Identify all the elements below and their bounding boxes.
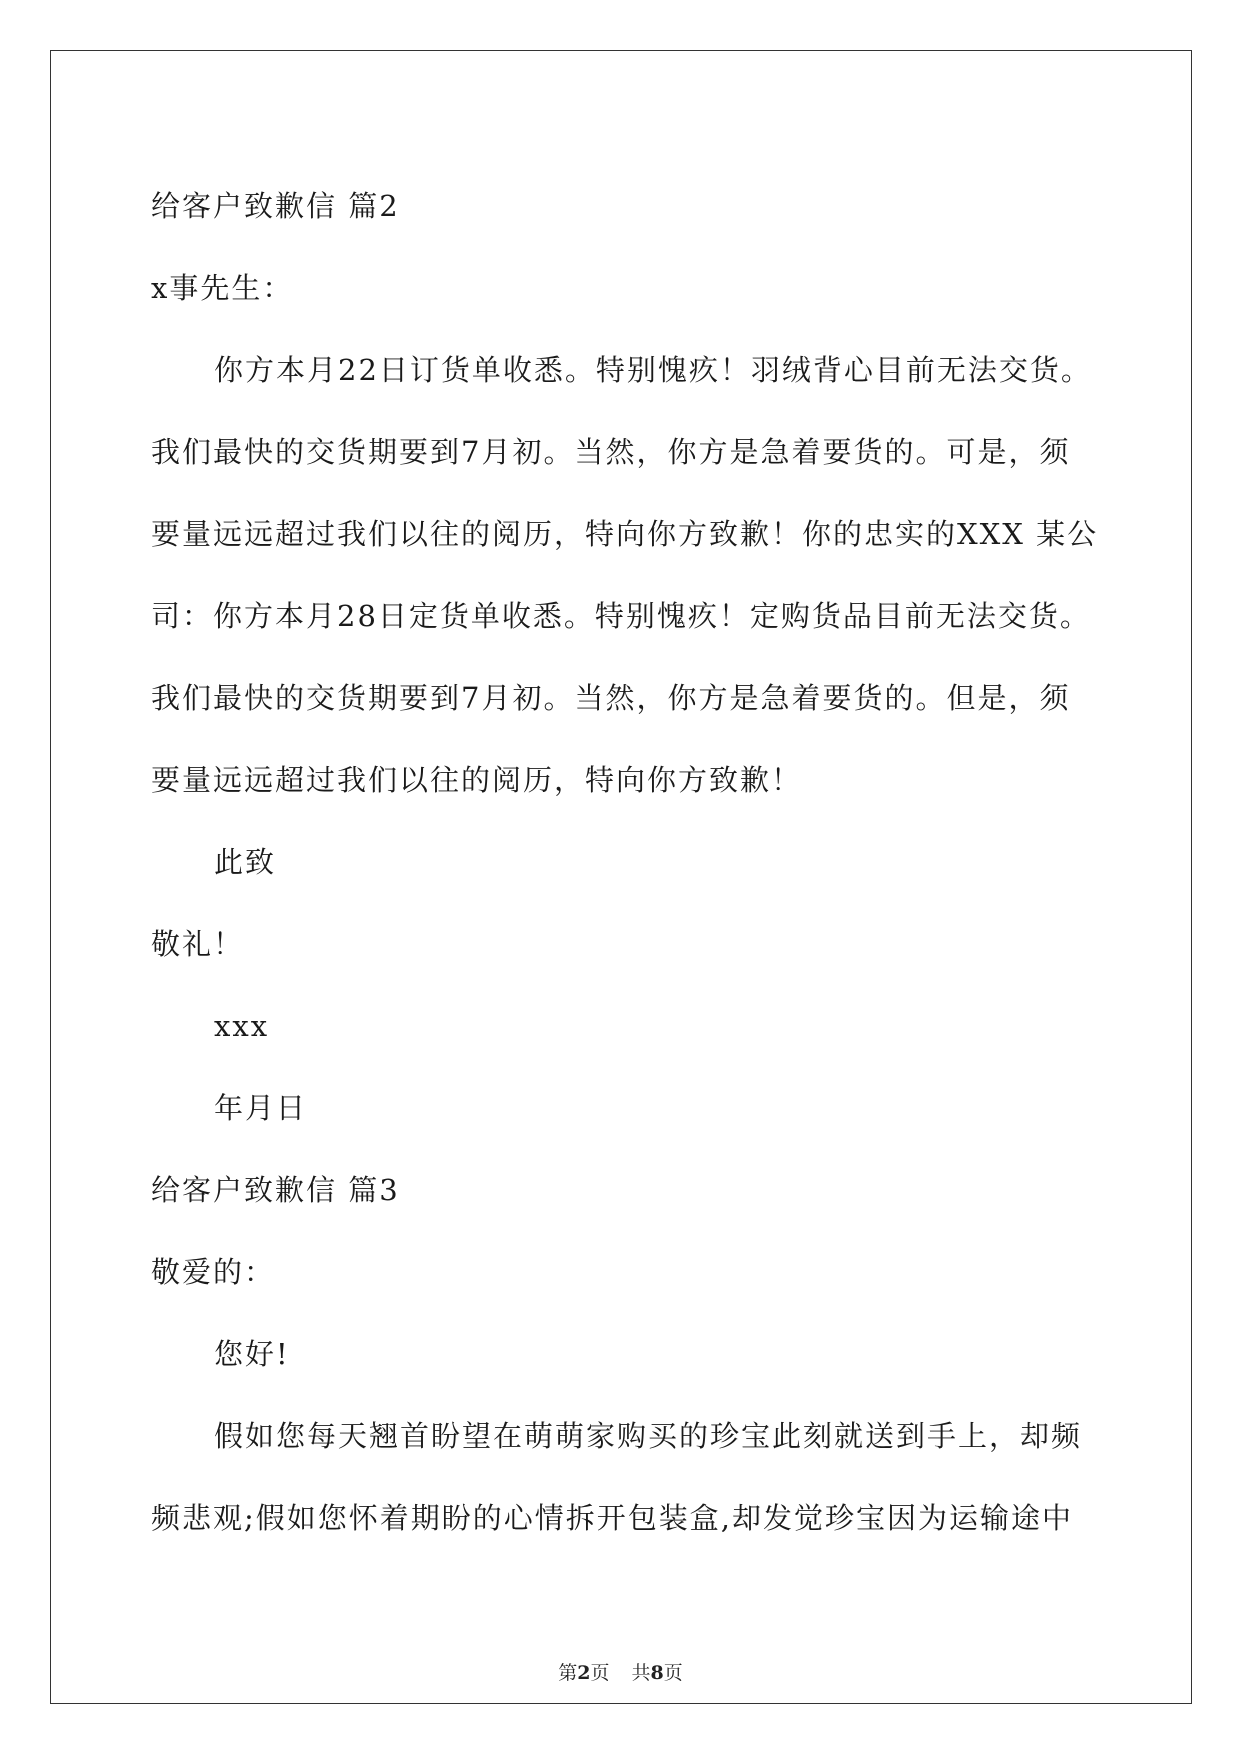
paragraph-line: 我们最快的交货期要到7月初。当然，你方是急着要货的。可是，须 (151, 435, 1071, 469)
paragraph-line: 我们最快的交货期要到7月初。当然，你方是急着要货的。但是，须 (151, 681, 1071, 715)
paragraph-line: 假如您每天翘首盼望在萌萌家购买的珍宝此刻就送到手上，却频 (214, 1419, 1083, 1453)
paragraph-line: 要量远远超过我们以往的阅历，特向你方致歉！ (151, 763, 803, 797)
paragraph-line: 你方本月22日订货单收悉。特别愧疚！羽绒背心目前无法交货。 (214, 353, 1092, 387)
total-prefix: 共 (631, 1662, 651, 1684)
page-footer (0, 1658, 1241, 1685)
total-suffix: 页 (663, 1662, 683, 1684)
page-number: 2 (577, 1662, 591, 1684)
document-body (151, 165, 1099, 1559)
page-prefix: 第 (558, 1662, 578, 1684)
section-heading: 给客户致歉信 篇2 (151, 189, 400, 223)
total-pages: 8 (650, 1662, 664, 1684)
section-heading: 给客户致歉信 篇3 (151, 1173, 400, 1207)
salutation: x事先生： (151, 271, 294, 305)
paragraph-line: 司：你方本月28日定货单收悉。特别愧疚！定购货品目前无法交货。 (151, 599, 1091, 633)
salutation: 敬爱的： (151, 1255, 276, 1289)
page-suffix: 页 (590, 1662, 610, 1684)
date-line: 年月日 (214, 1091, 308, 1125)
greeting-line: 您好! (214, 1337, 290, 1371)
closing-line: 敬礼！ (151, 927, 245, 961)
paragraph-line: 频悲观;假如您怀着期盼的心情拆开包装盒,却发觉珍宝因为运输途中 (151, 1501, 1073, 1535)
signature: xxx (214, 1009, 270, 1043)
closing-line: 此致 (214, 845, 277, 879)
paragraph-line: 要量远远超过我们以往的阅历，特向你方致歉！你的忠实的XXX 某公 (151, 517, 1099, 551)
